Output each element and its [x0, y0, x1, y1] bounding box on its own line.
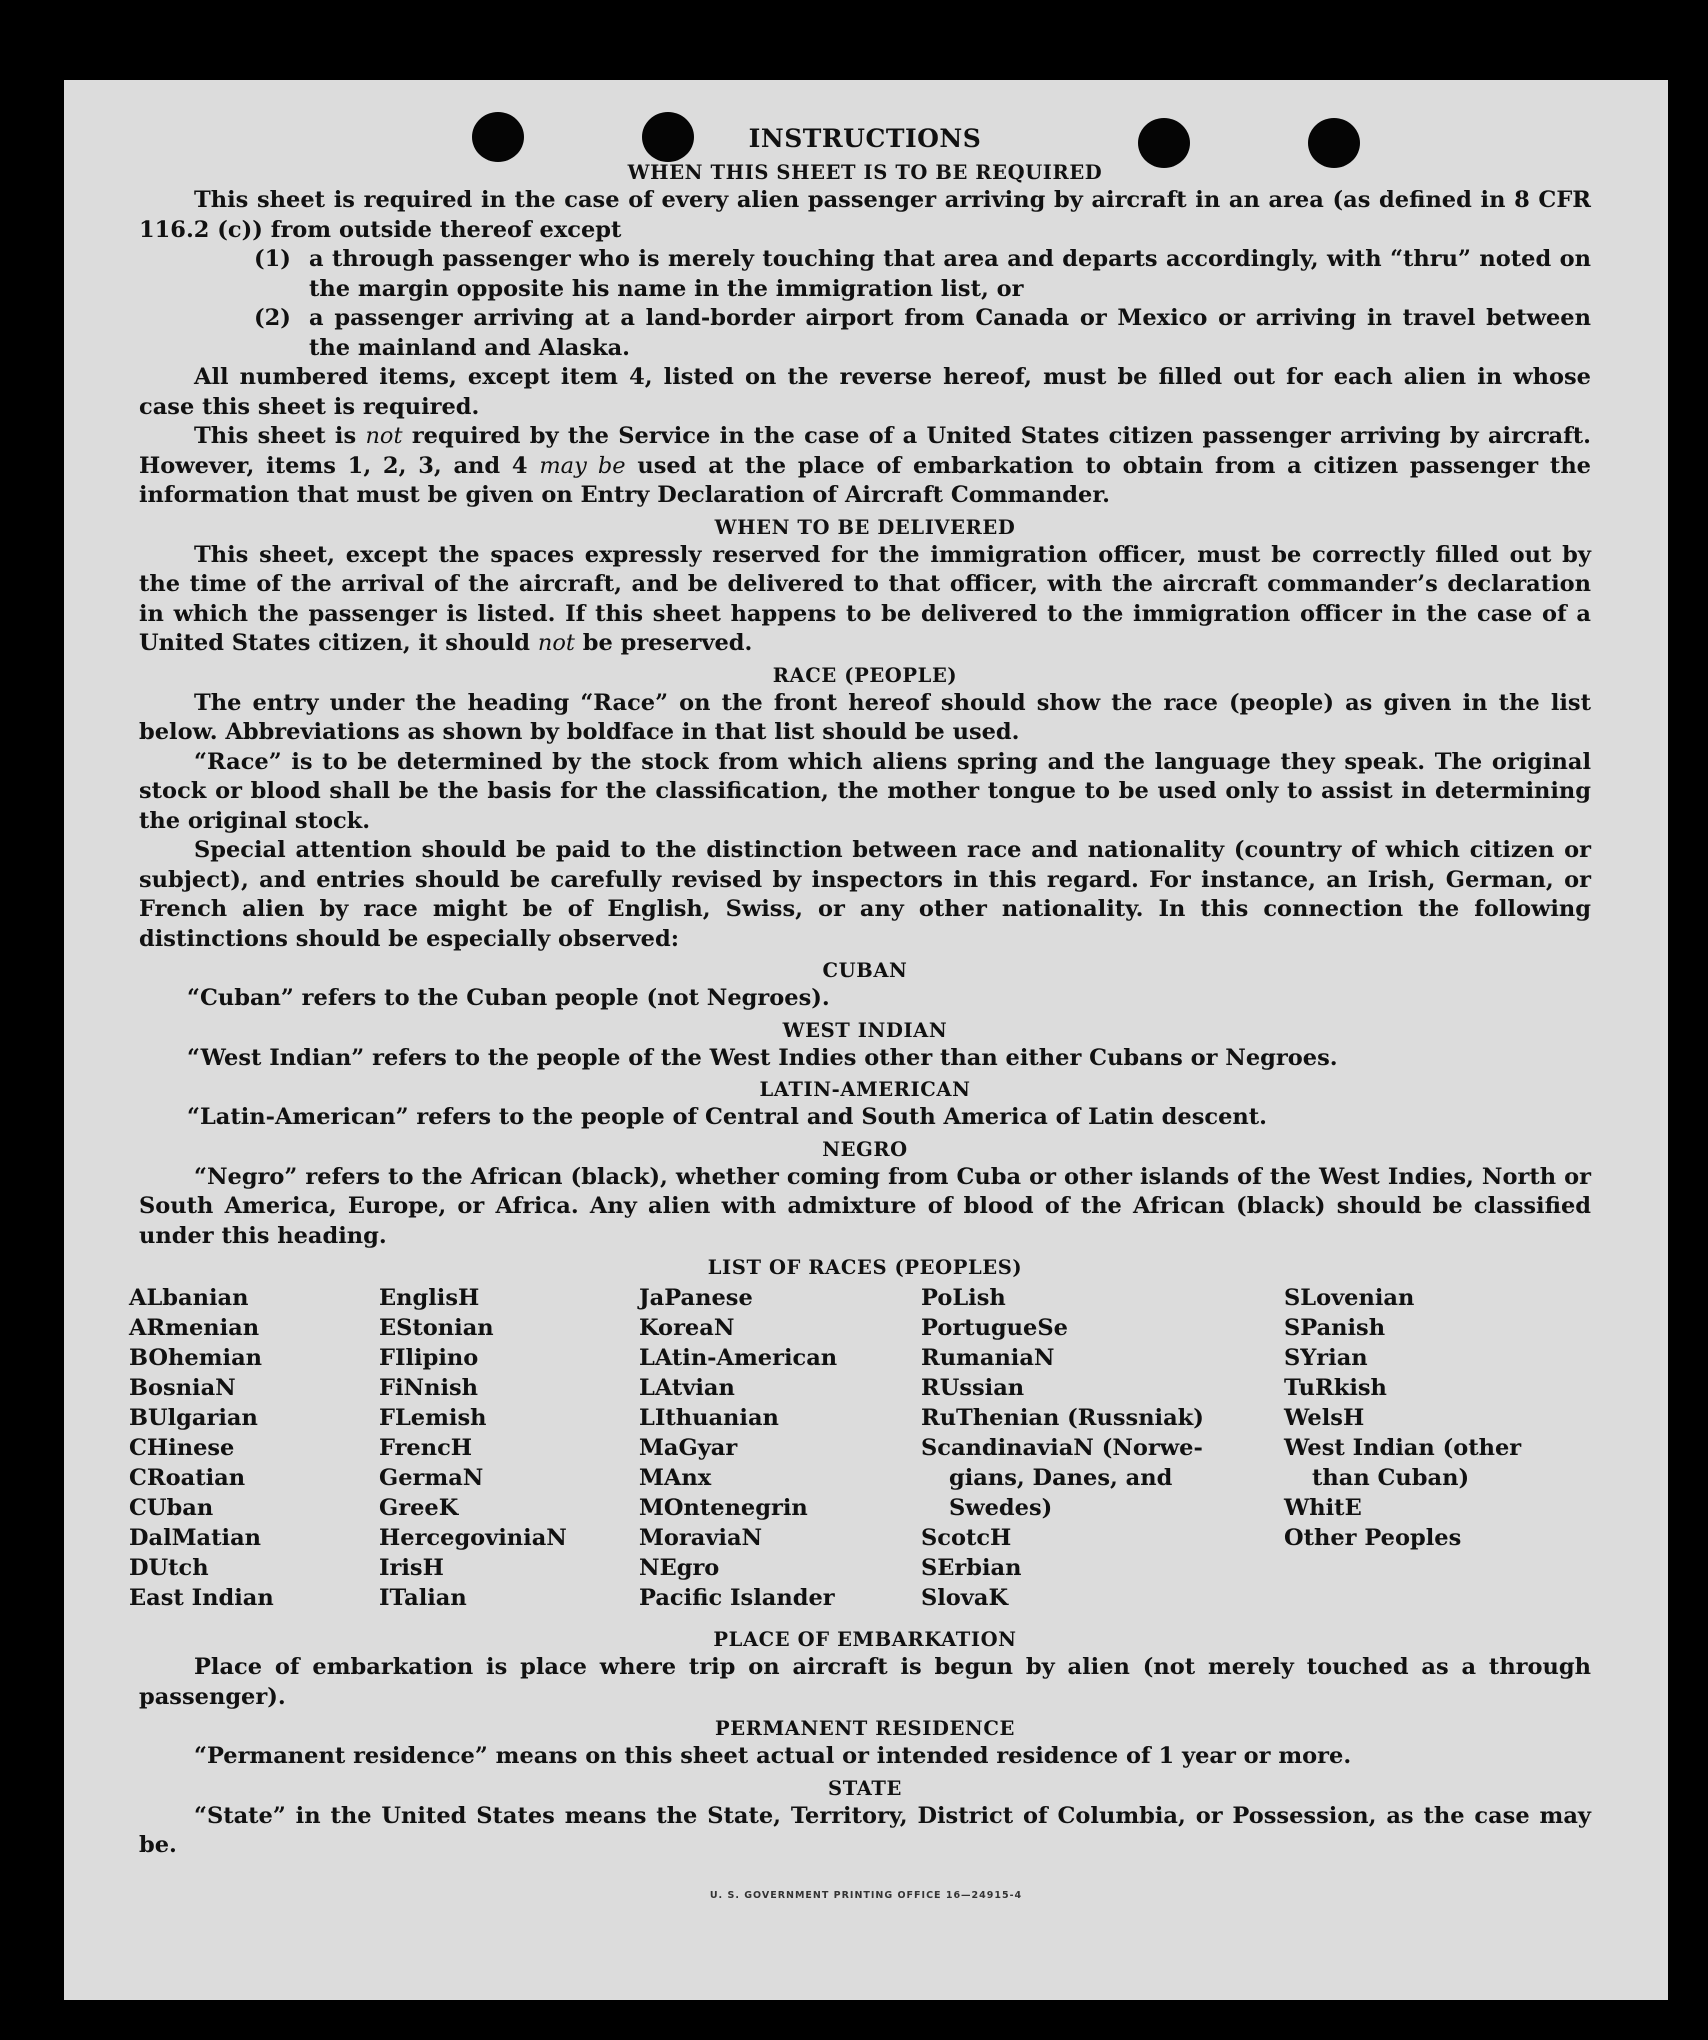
- races-column-4: [921, 1283, 1204, 1613]
- race-item: gians, Danes, and: [949, 1465, 1173, 1491]
- heading-race: RACE (PEOPLE): [772, 663, 958, 687]
- paragraph: This sheet is not required by the Service in the case of a United States citizen passenger arriving by aircraft. However, items 1, 2, 3, and 4 may be used at the place of embarkation to obtain from a citizen passenger the information that must be given on Entry Declaration of Aircraft Commander.: [139, 423, 1592, 508]
- item-text: a through passenger who is merely touching that area and departs accordingly, with “thru” noted on the margin opposite his name in the immigration list, or: [309, 246, 1591, 302]
- race-item: GreeK: [379, 1495, 459, 1521]
- race-item: HercegoviniaN: [379, 1525, 567, 1551]
- list-item: [254, 245, 1591, 304]
- race-item: PortugueSe: [921, 1315, 1068, 1341]
- race-item: CRoatian: [129, 1465, 246, 1491]
- race-item: SPanish: [1284, 1315, 1386, 1341]
- race-item: SlovaK: [921, 1585, 1009, 1611]
- race-item: FrencH: [379, 1435, 473, 1461]
- race-item: EnglisH: [379, 1285, 480, 1311]
- race-item: FiNnish: [379, 1375, 479, 1401]
- race-item: LIthuanian: [639, 1405, 779, 1431]
- race-item: ALbanian: [129, 1285, 249, 1311]
- race-item: DalMatian: [129, 1525, 262, 1551]
- page-title: INSTRUCTIONS: [748, 124, 982, 153]
- race-item: GermaN: [379, 1465, 484, 1491]
- list-item: [254, 304, 1591, 363]
- heading-when-required: WHEN THIS SHEET IS TO BE REQUIRED: [627, 161, 1103, 184]
- race-item: JaPanese: [639, 1285, 753, 1311]
- race-item: PoLish: [921, 1285, 1006, 1311]
- race-item: RumaniaN: [921, 1345, 1055, 1371]
- race-item: SYrian: [1284, 1345, 1368, 1371]
- heading-when-delivered: WHEN TO BE DELIVERED: [714, 515, 1016, 539]
- race-item: ScandinaviaN (Norwe-: [921, 1435, 1203, 1461]
- instructions-content: [129, 122, 1592, 1861]
- heading-negro: NEGRO: [822, 1137, 908, 1161]
- paragraph: Special attention should be paid to the distinction between race and nationality (country of which citizen or subject), and entries should be carefully revised by inspectors in this regard. For instance, an Irish, German, or French alien by race might be of English, Swiss, or any other nationality. In this connection the following distinctions should be especially observed:: [139, 837, 1591, 952]
- race-item: LAtvian: [639, 1375, 735, 1401]
- race-item: EStonian: [379, 1315, 494, 1341]
- race-item: MoraviaN: [639, 1525, 763, 1551]
- race-item: SLovenian: [1284, 1285, 1415, 1311]
- races-column-3: [639, 1283, 837, 1613]
- races-column-2: [379, 1283, 567, 1613]
- item-number: (2): [254, 305, 291, 331]
- paragraph: The entry under the heading “Race” on the front hereof should show the race (people) as given in the list below. Abbreviations as shown by boldface in that list should be used.: [139, 689, 1591, 745]
- race-item: than Cuban): [1312, 1465, 1470, 1491]
- race-item: ScotcH: [921, 1525, 1012, 1551]
- heading-place-of-embarkation: PLACE OF EMBARKATION: [713, 1628, 1017, 1651]
- paragraph: This sheet is required in the case of every alien passenger arriving by aircraft in an area (as defined in 8 CFR 116.2 (c)) from outside thereof except: [139, 187, 1591, 243]
- heading-state: STATE: [828, 1776, 902, 1800]
- race-item: BUlgarian: [129, 1405, 258, 1431]
- race-item: BOhemian: [129, 1345, 263, 1371]
- race-item: Pacific Islander: [639, 1585, 835, 1611]
- race-item: Swedes): [949, 1495, 1053, 1521]
- paragraph: “Race” is to be determined by the stock from which aliens spring and the language they speak. The original stock or blood shall be the basis for the classification, the mother tongue to be used only to assist in determining the original stock.: [139, 748, 1591, 834]
- race-item: BosniaN: [129, 1375, 236, 1401]
- races-list: [129, 1283, 1591, 1623]
- paragraph: “Latin-American” refers to the people of Central and South America of Latin descent.: [187, 1104, 1267, 1130]
- race-item: NEgro: [639, 1555, 720, 1581]
- printing-office-footer: U. S. GOVERNMENT PRINTING OFFICE 16—24915-4: [709, 1890, 1023, 1901]
- race-item: FIlipino: [379, 1345, 479, 1371]
- race-item: LAtin-American: [639, 1345, 838, 1371]
- heading-latin-american: LATIN-AMERICAN: [759, 1078, 971, 1101]
- race-item: TuRkish: [1284, 1375, 1387, 1401]
- race-item: MaGyar: [639, 1435, 738, 1461]
- paragraph: This sheet, except the spaces expressly reserved for the immigration officer, must be correctly filled out by the time of the arrival of the aircraft, and be delivered to that officer, with the aircraft commander’s declaration in which the passenger is listed. If this sheet happens to be delivered to the immigration officer in the case of a United States citizen, it should not be preserved.: [139, 541, 1591, 656]
- item-text: a passenger arriving at a land-border airport from Canada or Mexico or arriving in travel between the mainland and Alaska.: [309, 305, 1591, 361]
- race-item: MAnx: [639, 1465, 712, 1491]
- heading-west-indian: WEST INDIAN: [782, 1018, 948, 1042]
- race-item: ARmenian: [129, 1315, 260, 1341]
- paragraph: All numbered items, except item 4, listed on the reverse hereof, must be filled out for each alien in whose case this sheet is required.: [139, 364, 1591, 420]
- race-item: Other Peoples: [1284, 1525, 1462, 1551]
- race-item: RuThenian (Russniak): [921, 1405, 1204, 1431]
- heading-permanent-residence: PERMANENT RESIDENCE: [715, 1717, 1015, 1740]
- race-item: ITalian: [379, 1585, 467, 1611]
- race-item: SErbian: [921, 1555, 1022, 1581]
- heading-cuban: CUBAN: [822, 959, 908, 982]
- race-item: West Indian (other: [1284, 1435, 1522, 1461]
- race-item: MOntenegrin: [639, 1495, 808, 1521]
- race-item: WhitE: [1284, 1495, 1362, 1521]
- paragraph: “Permanent residence” means on this sheet actual or intended residence of 1 year or more.: [194, 1743, 1352, 1769]
- race-item: CUban: [129, 1495, 214, 1521]
- paragraph: “Cuban” refers to the Cuban people (not Negroes).: [187, 985, 830, 1011]
- races-column-1: [129, 1283, 274, 1613]
- race-item: DUtch: [129, 1555, 209, 1581]
- document-page: [64, 80, 1668, 2000]
- race-item: WelsH: [1284, 1405, 1365, 1431]
- race-item: FLemish: [379, 1405, 487, 1431]
- race-item: IrisH: [379, 1555, 444, 1581]
- paragraph: “Negro” refers to the African (black), whether coming from Cuba or other islands of the West Indies, North or South America, Europe, or Africa. Any alien with admixture of blood of the African (black) should be classified under this heading.: [139, 1163, 1591, 1249]
- race-item: CHinese: [129, 1435, 235, 1461]
- heading-list-of-races: LIST OF RACES (PEOPLES): [707, 1256, 1023, 1279]
- races-column-5: [1284, 1283, 1521, 1553]
- race-item: East Indian: [129, 1585, 274, 1611]
- race-item: KoreaN: [639, 1315, 735, 1341]
- paragraph: Place of embarkation is place where trip on aircraft is begun by alien (not merely touched as a through passenger).: [139, 1654, 1591, 1710]
- paragraph: “State” in the United States means the State, Territory, District of Columbia, or Possession, as the case may be.: [139, 1802, 1591, 1858]
- paragraph: “West Indian” refers to the people of the West Indies other than either Cubans or Negroes.: [187, 1044, 1338, 1071]
- item-number: (1): [254, 246, 291, 272]
- race-item: RUssian: [921, 1375, 1025, 1401]
